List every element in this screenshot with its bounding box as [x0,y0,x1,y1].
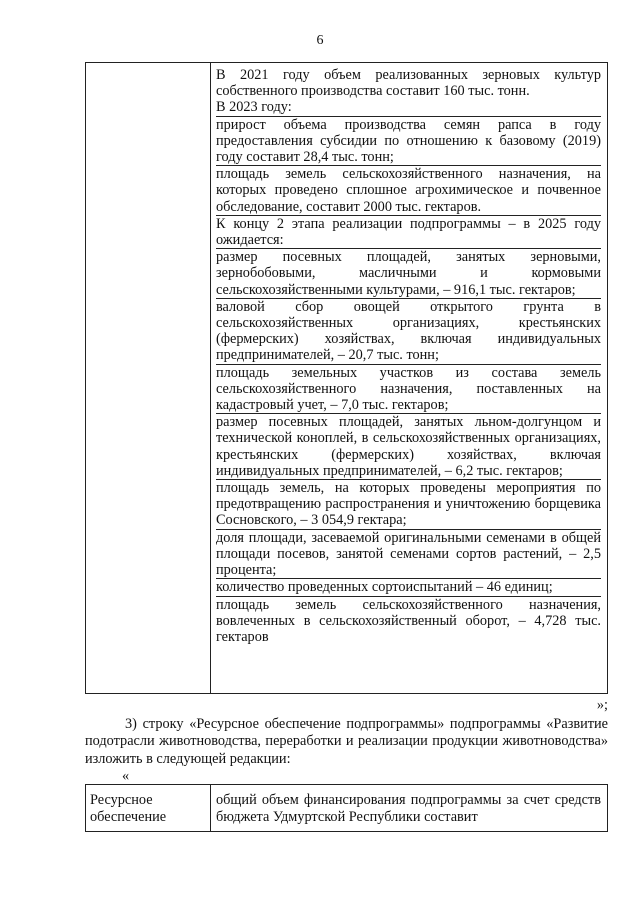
target-paragraph: К концу 2 этапа реализации подпрограммы – в 2025 году ожидается: [216,215,601,249]
subprogram-targets-table [85,62,608,694]
target-paragraph: В 2021 году объем реализованных зерновых культур собственного производства составит 160 тыс. тонн. [216,67,601,100]
targets-cell [216,67,601,645]
page-number: 6 [316,33,324,48]
amendment-text: 3) строку «Ресурсное обеспечение подпрограммы» подпрограммы «Развитие подотрасли животноводства, переработки и реализации продукции животноводства» изложить в следующей редакции: [85,716,608,767]
resource-provision-label: Ресурсное обеспечение [90,792,167,825]
target-paragraph: площадь земель сельскохозяйственного назначения, вовлеченных в сельскохозяйственный оборот, – 4,728 тыс. гектаров [216,596,601,645]
target-paragraph: площадь земель, на которых проведены мероприятия по предотвращению распространения и уничтожению борщевика Сосновского, – 3 054,9 гектара; [216,480,601,529]
target-paragraph: размер посевных площадей, занятых зерновыми, зернобобовыми, масличными и кормовыми сельскохозяйственными культурами, – 916,1 тыс. гектаров; [216,249,601,298]
amendment-paragraph [85,716,608,768]
target-paragraph: площадь земельных участков из состава земель сельскохозяйственного назначения, поставленных на кадастровый учет, – 7,0 тыс. гектаров; [216,364,601,414]
resource-provision-text: общий объем финансирования подпрограммы за счет средств бюджета Удмуртской Республики составит [216,792,601,825]
column-divider [210,63,211,693]
target-paragraph: валовой сбор овощей открытого грунта в сельскохозяйственных организациях, крестьянских (фермерских) хозяйствах, включая индивидуальных предпринимателей, – 20,7 тыс. тонн; [216,298,601,364]
resource-provision-table [85,784,608,832]
target-paragraph: размер посевных площадей, занятых льном-долгунцом и технической коноплей, в сельскохозяйственных организациях, крестьянских (фермерских) хозяйствах, включая индивидуальных предпринимателей, – 6,2 тыс. гектаров; [216,414,601,479]
opening-quote: « [122,768,130,784]
column-divider [210,785,211,831]
target-paragraph: прирост объема производства семян рапса в году предоставления субсидии по отношению к базовому (2019) году составит 28,4 тыс. тонн; [216,116,601,166]
target-paragraph: доля площади, засеваемой оригинальными семенами в общей площади посевов, занятой семенами сортов растений, – 2,5 процента; [216,529,601,579]
target-paragraph: площадь земель сельскохозяйственного назначения, на которых проведено сплошное агрохимическое и почвенное обследование, составит 2000 тыс. гектаров. [216,166,601,215]
target-paragraph: количество проведенных сортоиспытаний – 46 единиц; [216,579,601,596]
target-paragraph: В 2023 году: [216,99,601,116]
closing-quote: »; [596,697,608,713]
